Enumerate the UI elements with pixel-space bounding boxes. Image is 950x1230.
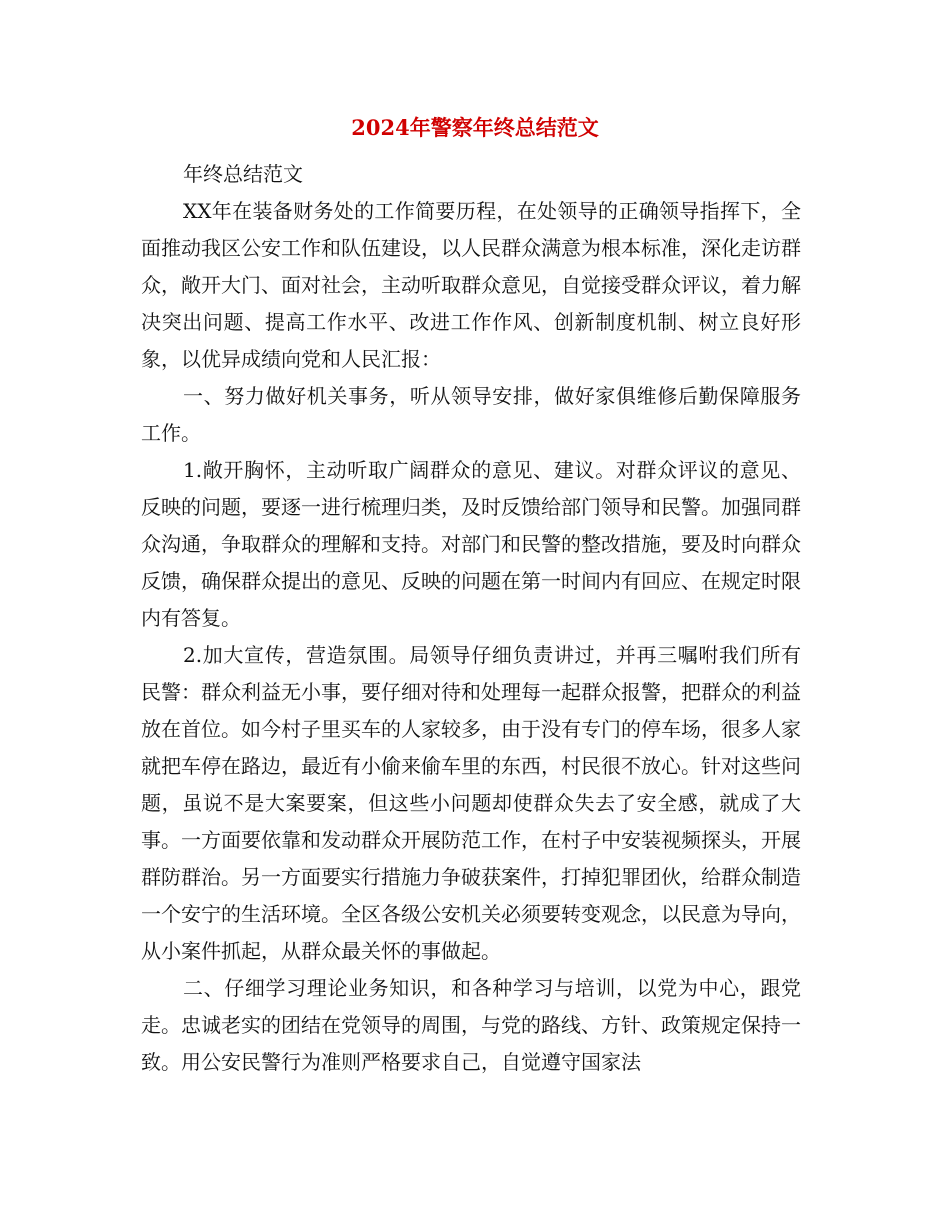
- document-body: [141, 156, 801, 1081]
- paragraph-section-2: 二、仔细学习理论业务知识，和各种学习与培训，以党为中心，跟党走。忠诚老实的团结在党领导的周围，与党的路线、方针、政策规定保持一致。用公安民警行为准则严格要求自己，自觉遵守国家法: [141, 976, 801, 1074]
- paragraph-item-1: 1.敞开胸怀，主动听取广阔群众的意见、建议。对群众评议的意见、反映的问题，要逐一进行梳理归类，及时反馈给部门领导和民警。加强同群众沟通，争取群众的理解和支持。对部门和民警的整改措施，要及时向群众反馈，确保群众提出的意见、反映的问题在第一时间内有回应、在规定时限内有答复。: [141, 458, 801, 630]
- paragraph-section-1: 一、努力做好机关事务，听从领导安排，做好家俱维修后勤保障服务工作。: [141, 384, 801, 445]
- paragraph-subtitle: 年终总结范文: [183, 162, 303, 186]
- document-title: 2024年警察年终总结范文: [351, 115, 599, 140]
- paragraph-item-2: 2.加大宣传，营造氛围。局领导仔细负责讲过，并再三嘱咐我们所有民警：群众利益无小事，要仔细对待和处理每一起群众报警，把群众的利益放在首位。如今村子里买车的人家较多，由于没有专门的停车场，很多人家就把车停在路边，最近有小偷来偷车里的东西，村民很不放心。针对这些问题，虽说不是大案要案，但这些小问题却使群众失去了安全感，就成了大事。一方面要依靠和发动群众开展防范工作，在村子中安装视频探头，开展群防群治。另一方面要实行措施力争破获案件，打掉犯罪团伙，给群众制造一个安宁的生活环境。全区各级公安机关必须要转变观念，以民意为导向，从小案件抓起，从群众最关怀的事做起。: [141, 643, 801, 963]
- paragraph-intro: XX年在装备财务处的工作简要历程，在处领导的正确领导指挥下，全面推动我区公安工作和队伍建设，以人民群众满意为根本标准，深化走访群众，敞开大门、面对社会，主动听取群众意见，自觉接受群众评议，着力解决突出问题、提高工作水平、改进工作作风、创新制度机制、树立良好形象，以优异成绩向党和人民汇报：: [141, 199, 801, 371]
